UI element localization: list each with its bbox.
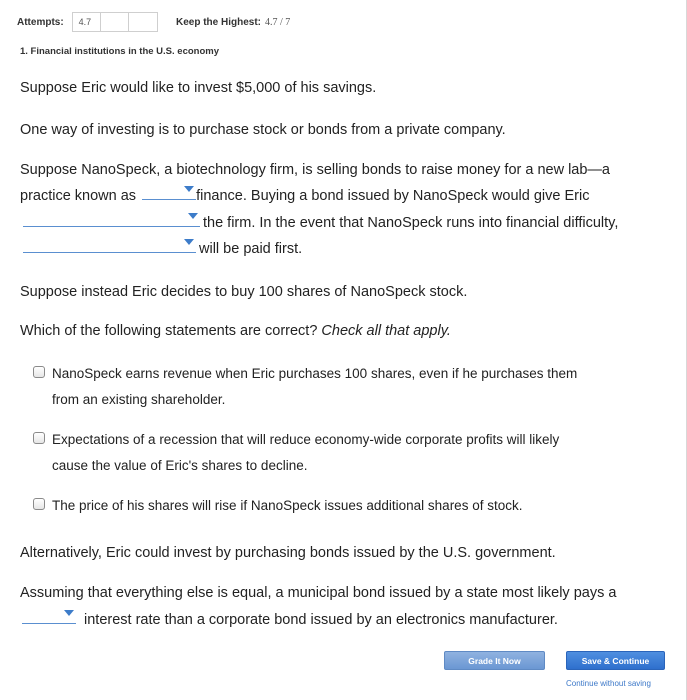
text-interest-rate: interest rate than a corporate bond issued by an electronics manufacturer. <box>84 612 558 628</box>
text-the-firm: the firm. In the event that NanoSpeck runs into financial difficulty, <box>203 215 619 231</box>
option-2-line1: Expectations of a recession that will reduce economy-wide corporate profits will likely <box>52 432 560 447</box>
paragraph-invest: Suppose Eric would like to invest $5,000 of his savings. <box>20 80 377 96</box>
option-1 <box>52 361 577 413</box>
question-prompt: Which of the following statements are correct? <box>20 323 318 339</box>
grade-it-now-button[interactable]: Grade It Now <box>444 651 545 670</box>
attempts-bar <box>17 12 158 32</box>
attempts-box-empty <box>129 13 157 31</box>
chevron-down-icon <box>64 610 74 616</box>
attempts-value: 4.7 <box>73 13 101 31</box>
keep-highest <box>176 17 290 28</box>
option-1-line1: NanoSpeck earns revenue when Eric purchases 100 shares, even if he purchases them <box>52 366 578 381</box>
keep-highest-value: 4.7 / 7 <box>265 17 291 28</box>
option-1-checkbox[interactable] <box>33 366 45 378</box>
paragraph-nanospeck-line3 <box>23 210 618 236</box>
interest-rate-dropdown[interactable] <box>22 607 76 624</box>
paragraph-nanospeck-line2 <box>20 183 589 209</box>
check-all-instruction: Check all that apply. <box>321 323 451 339</box>
option-2-checkbox[interactable] <box>33 432 45 444</box>
text-paid-first: will be paid first. <box>199 241 303 257</box>
option-3 <box>52 493 522 519</box>
chevron-down-icon <box>184 186 194 192</box>
bond-gives-dropdown[interactable] <box>23 210 200 227</box>
attempts-indicator <box>72 12 158 32</box>
paragraph-municipal-line2 <box>22 607 558 633</box>
paragraph-nanospeck-line1: Suppose NanoSpeck, a biotechnology firm, is selling bonds to raise money for a new lab—a <box>20 162 610 178</box>
save-continue-button[interactable]: Save & Continue <box>566 651 665 670</box>
option-2-line2: cause the value of Eric's shares to decline. <box>52 458 308 473</box>
paragraph-which-correct <box>20 318 451 344</box>
paragraph-stock-bonds: One way of investing is to purchase stock or bonds from a private company. <box>20 122 506 138</box>
paragraph-municipal-line1: Assuming that everything else is equal, a municipal bond issued by a state most likely pays a <box>20 585 617 601</box>
paid-first-dropdown[interactable] <box>23 236 196 253</box>
attempts-box-empty <box>101 13 129 31</box>
question-title: 1. Financial institutions in the U.S. economy <box>20 46 219 57</box>
text-finance: finance. Buying a bond issued by NanoSpeck would give Eric <box>196 188 590 204</box>
option-2 <box>52 427 559 479</box>
paragraph-nanospeck-line4 <box>23 236 302 262</box>
chevron-down-icon <box>188 213 198 219</box>
option-3-checkbox[interactable] <box>33 498 45 510</box>
option-1-line2: from an existing shareholder. <box>52 392 226 407</box>
text-practice-known-as: practice known as <box>20 188 137 204</box>
keep-highest-label: Keep the Highest: <box>176 17 262 28</box>
attempts-label: Attempts: <box>17 16 64 28</box>
paragraph-government-bonds: Alternatively, Eric could invest by purchasing bonds issued by the U.S. government. <box>20 545 556 561</box>
paragraph-buy-shares: Suppose instead Eric decides to buy 100 shares of NanoSpeck stock. <box>20 284 468 300</box>
continue-without-saving-link[interactable]: Continue without saving <box>566 679 651 688</box>
finance-type-dropdown[interactable] <box>142 183 196 200</box>
option-3-line1: The price of his shares will rise if NanoSpeck issues additional shares of stock. <box>52 498 523 513</box>
chevron-down-icon <box>184 239 194 245</box>
